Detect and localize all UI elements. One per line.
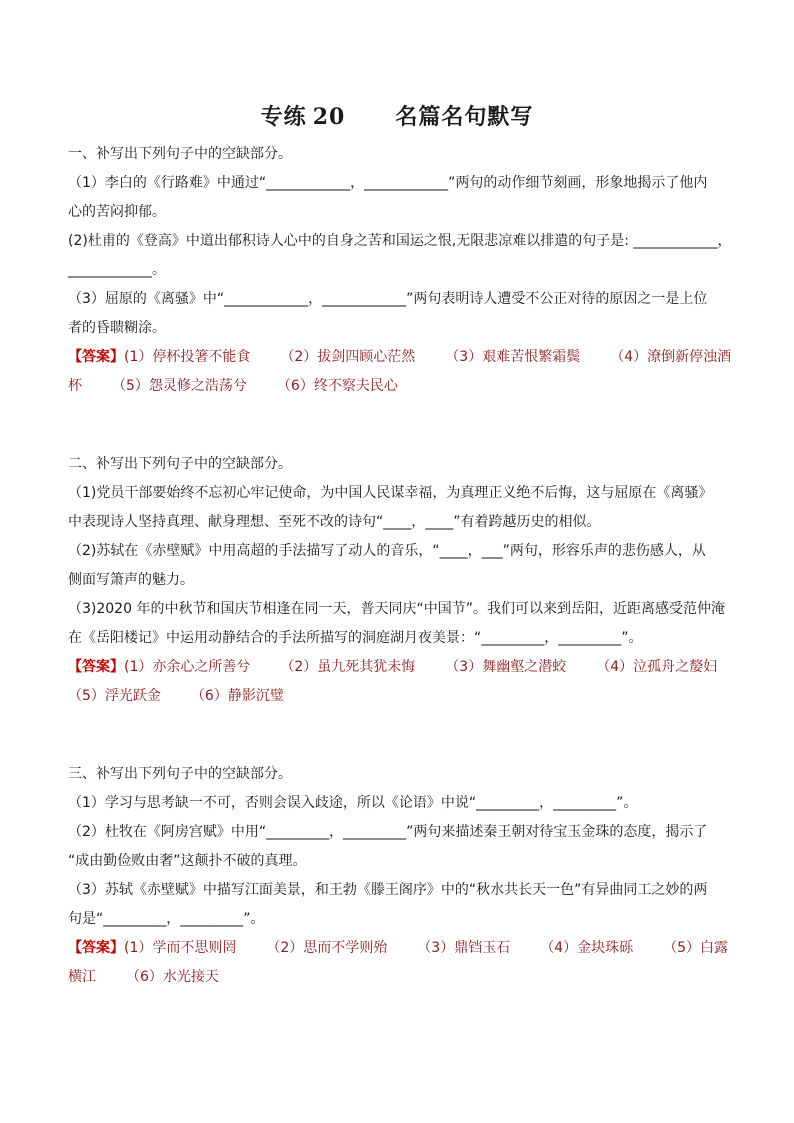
title-name: 名篇名句默写 [395, 104, 534, 130]
answer-item: （2）思而不学则殆 [266, 940, 388, 956]
question-line: （1)党员干部要始终不忘初心牢记使命，为中国人民谋幸福，为真理正义绝不后悔，这与屈原在《离骚》 [68, 485, 713, 501]
question-line: (2)杜甫的《登高》中道出郁积诗人心中的自身之苦和国运之恨,无限悲凉难以排遣的句子是: ____________， [68, 233, 732, 249]
section-3 [68, 760, 729, 992]
answer-item: （4）泣孤舟之嫠妇 [596, 659, 718, 675]
answer-item: （5）怨灵修之浩荡兮 [112, 378, 247, 394]
answer-line [68, 934, 729, 963]
answer-item: （3）舞幽壑之潜蛟 [445, 659, 567, 675]
answer-item: 横江 [68, 969, 96, 985]
question-line: （2）杜牧在《阿房宫赋》中用“_________，_________”两句来描述秦王朝对待宝玉金珠的态度，揭示了 [68, 824, 708, 840]
answer-item: （5）白露 [663, 940, 729, 956]
answer-line [68, 343, 732, 372]
question-line: （2)苏轼在《赤壁赋》中用高超的手法描写了动人的音乐，“____，___”两句，形容乐声的悲伤感人，从 [68, 543, 706, 559]
page-title [0, 100, 794, 131]
title-prefix: 专练 [260, 104, 307, 130]
answer-item: （6）水光接天 [126, 969, 219, 985]
answer-item: （6）静影沉璧 [190, 688, 284, 704]
answer-item: （2）虽九死其犹未悔 [280, 659, 416, 675]
section-1 [68, 140, 732, 401]
answer-item: (1）学而不思则罔 [124, 940, 237, 956]
answer-item: （4）金块珠砾 [540, 940, 634, 956]
question-line: 心的苦闷抑郁。 [68, 204, 166, 220]
answer-item: (1）亦余心之所善兮 [124, 659, 251, 675]
answer-item: （6）终不察夫民心 [276, 378, 398, 394]
question-line: 在《岳阳楼记》中运用动静结合的手法所描写的洞庭湖月夜美景：“_________，_________”。 [68, 630, 643, 646]
answer-item: （3）鼎铛玉石 [417, 940, 511, 956]
question-line: （1）李白的《行路难》中通过“____________，____________”两句的动作细节刻画，形象地揭示了他内 [68, 175, 708, 191]
answer-item: 杯 [68, 378, 82, 394]
title-number: 20 [312, 104, 346, 130]
answer-item: （4）潦倒新停浊酒 [610, 349, 732, 365]
question-line: 中表现诗人坚持真理、献身理想、至死不改的诗句“____，____”有着跨越历史的相似。 [68, 514, 601, 530]
question-line: “成由勤俭败由奢”这颠扑不破的真理。 [68, 853, 307, 869]
answer-line [68, 372, 726, 401]
question-line: 侧面写箫声的魅力。 [68, 572, 194, 588]
section-2 [68, 450, 726, 711]
answer-item: (1）停杯投箸不能食 [124, 349, 251, 365]
answer-line [68, 653, 726, 682]
question-line: ____________。 [68, 262, 166, 278]
section-heading: 二、补写出下列句子中的空缺部分。 [68, 456, 292, 472]
answer-item: （3）艰难苦恨繁霜鬓 [445, 349, 581, 365]
question-line: （3)2020 年的中秋节和国庆节相逢在同一天，普天同庆“中国节”。我们可以来到岳阳，近距离感受范仲淹 [68, 601, 725, 617]
question-line: （3）屈原的《离骚》中“____________，____________”两句表明诗人遭受不公正对待的原因之一是上位 [68, 291, 708, 307]
answer-label: 【答案】 [68, 659, 124, 675]
question-line: （1）学习与思考缺一不可，否则会误入歧途，所以《论语》中说“_________，_________”。 [68, 795, 638, 811]
question-line: 者的昏聩糊涂。 [68, 320, 166, 336]
answer-item: （2）拔剑四顾心茫然 [280, 349, 416, 365]
section-heading: 一、补写出下列句子中的空缺部分。 [68, 146, 292, 162]
section-heading: 三、补写出下列句子中的空缺部分。 [68, 766, 292, 782]
question-line: 句是“_________，_________”。 [68, 911, 265, 927]
answer-label: 【答案】 [68, 349, 124, 365]
answer-line [68, 682, 726, 711]
question-line: （3）苏轼《赤壁赋》中描写江面美景，和王勃《滕王阁序》中的“秋水共长天一色”有异曲同工之妙的两 [68, 882, 708, 898]
answer-line [68, 963, 726, 992]
answer-item: （5）浮光跃金 [68, 688, 161, 704]
answer-label: 【答案】 [68, 940, 124, 956]
